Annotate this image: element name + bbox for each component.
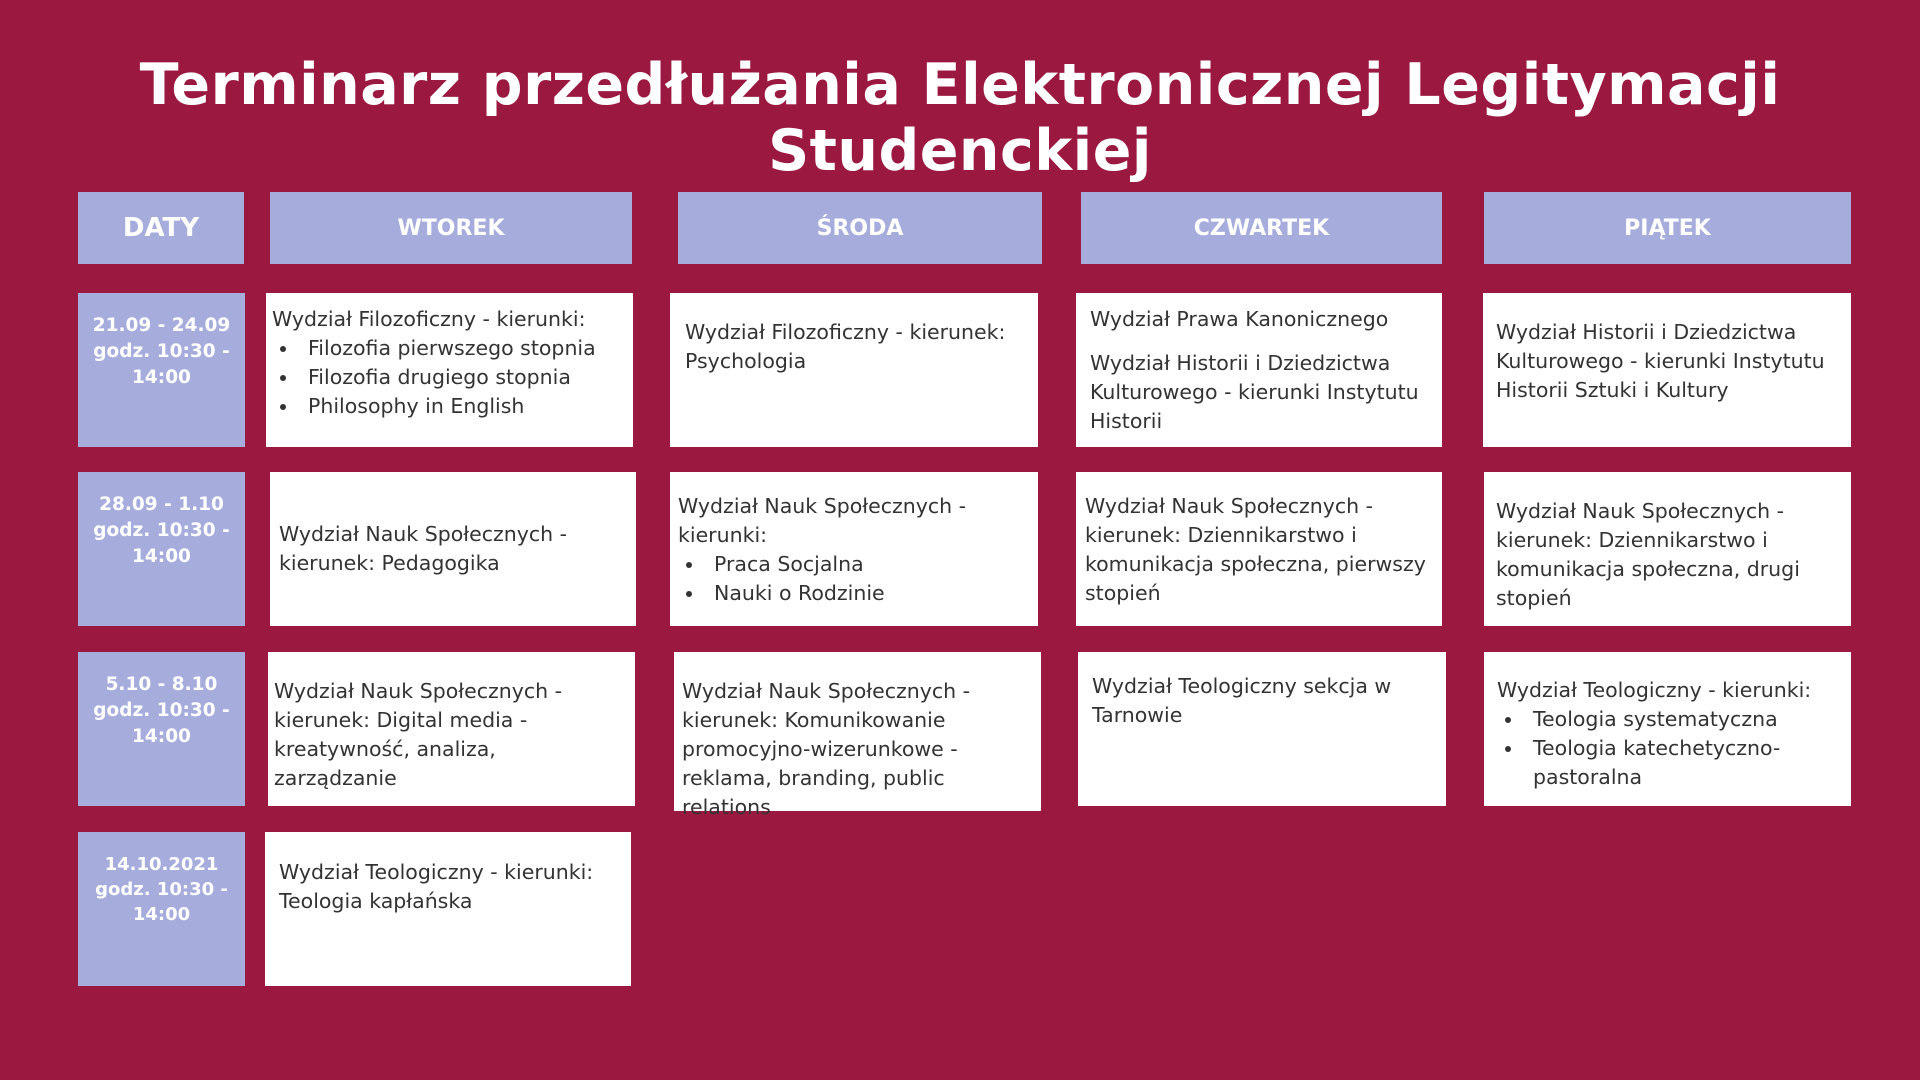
faculty-text: Wydział Filozoficzny - kierunek: Psychologia xyxy=(685,320,1006,373)
schedule-cell-wtorek xyxy=(266,293,633,447)
schedule-cell-piatek xyxy=(1484,472,1851,626)
schedule-cell-piatek xyxy=(1483,293,1851,447)
date-time-end: 14:00 xyxy=(132,546,191,567)
header-daty: DATY xyxy=(78,192,244,264)
schedule-cell-sroda xyxy=(670,472,1038,626)
list-item: • Filozofia drugiego stopnia xyxy=(299,363,623,392)
header-czwartek: CZWARTEK xyxy=(1081,192,1442,264)
faculty-text-2: Wydział Historii i Dziedzictwa Kulturowego - kierunki Instytutu Historii xyxy=(1090,351,1419,433)
date-range: 14.10.2021 xyxy=(104,854,219,875)
list-item: • Praca Socjalna xyxy=(705,550,1028,579)
date-time: godz. 10:30 - xyxy=(93,341,230,362)
date-range: 28.09 - 1.10 xyxy=(99,494,224,515)
schedule-cell-czwartek xyxy=(1076,293,1442,447)
date-time: godz. 10:30 - xyxy=(93,520,230,541)
list-item: • Teologia systematyczna xyxy=(1524,705,1841,734)
faculty-text: Wydział Nauk Społecznych - kierunek: Digital media - kreatywność, analiza, zarządzanie xyxy=(274,679,563,790)
faculty-text: Wydział Nauk Społecznych - kierunek: Pedagogika xyxy=(279,522,568,575)
faculty-text: Wydział Teologiczny - kierunki: Teologia kapłańska xyxy=(279,860,594,913)
list-item: • Nauki o Rodzinie xyxy=(705,579,1028,608)
date-time-end: 14:00 xyxy=(132,367,191,388)
schedule-cell-czwartek xyxy=(1078,652,1446,806)
date-time-end: 14:00 xyxy=(132,726,191,747)
faculty-text: Wydział Historii i Dziedzictwa Kulturowego - kierunki Instytutu Historii Sztuki i Kultury xyxy=(1496,320,1825,402)
date-range: 21.09 - 24.09 xyxy=(92,315,231,336)
schedule-cell-czwartek xyxy=(1076,472,1442,626)
schedule-cell-piatek xyxy=(1484,652,1851,806)
date-time: godz. 10:30 - xyxy=(95,879,228,900)
faculty-text: Wydział Nauk Społecznych - kierunek: Dziennikarstwo i komunikacja społeczna, drugi stopień xyxy=(1496,499,1800,610)
schedule-cell-sroda xyxy=(674,652,1041,819)
schedule-cell-wtorek xyxy=(268,652,635,806)
date-range: 5.10 - 8.10 xyxy=(105,674,218,695)
faculty-text: Wydział Nauk Społecznych - kierunek: Komunikowanie promocyjno-wizerunkowe - reklama, branding, public relations xyxy=(682,679,971,819)
faculty-text: Wydział Teologiczny sekcja w Tarnowie xyxy=(1092,674,1392,727)
schedule-cell-wtorek xyxy=(265,832,631,986)
faculty-text: Wydział Nauk Społecznych - kierunek: Dziennikarstwo i komunikacja społeczna, pierwszy stopień xyxy=(1085,494,1426,605)
program-list xyxy=(1497,705,1841,792)
faculty-text: Wydział Prawa Kanonicznego xyxy=(1090,307,1389,331)
schedule-cell-wtorek xyxy=(270,472,636,626)
date-time: godz. 10:30 - xyxy=(93,700,230,721)
faculty-text: Wydział Filozoficzny - kierunki: xyxy=(272,307,586,331)
schedule-cell-sroda xyxy=(670,293,1038,447)
header-piatek: PIĄTEK xyxy=(1484,192,1851,264)
header-wtorek: WTOREK xyxy=(270,192,632,264)
page-title: Terminarz przedłużania Elektronicznej Legitymacji Studenckiej xyxy=(139,52,1781,184)
date-cell xyxy=(78,472,245,626)
header-sroda: ŚRODA xyxy=(678,192,1042,264)
faculty-text: Wydział Teologiczny - kierunki: xyxy=(1497,678,1812,702)
faculty-text: Wydział Nauk Społecznych - kierunki: xyxy=(678,494,967,547)
date-cell xyxy=(78,293,245,447)
date-cell xyxy=(78,652,245,806)
list-item: • Teologia katechetyczno-pastoralna xyxy=(1524,734,1841,792)
date-time-end: 14:00 xyxy=(132,904,191,925)
program-list xyxy=(678,550,1028,608)
date-cell xyxy=(78,832,245,986)
program-list xyxy=(272,334,623,421)
list-item: • Philosophy in English xyxy=(299,392,623,421)
list-item: • Filozofia pierwszego stopnia xyxy=(299,334,623,363)
